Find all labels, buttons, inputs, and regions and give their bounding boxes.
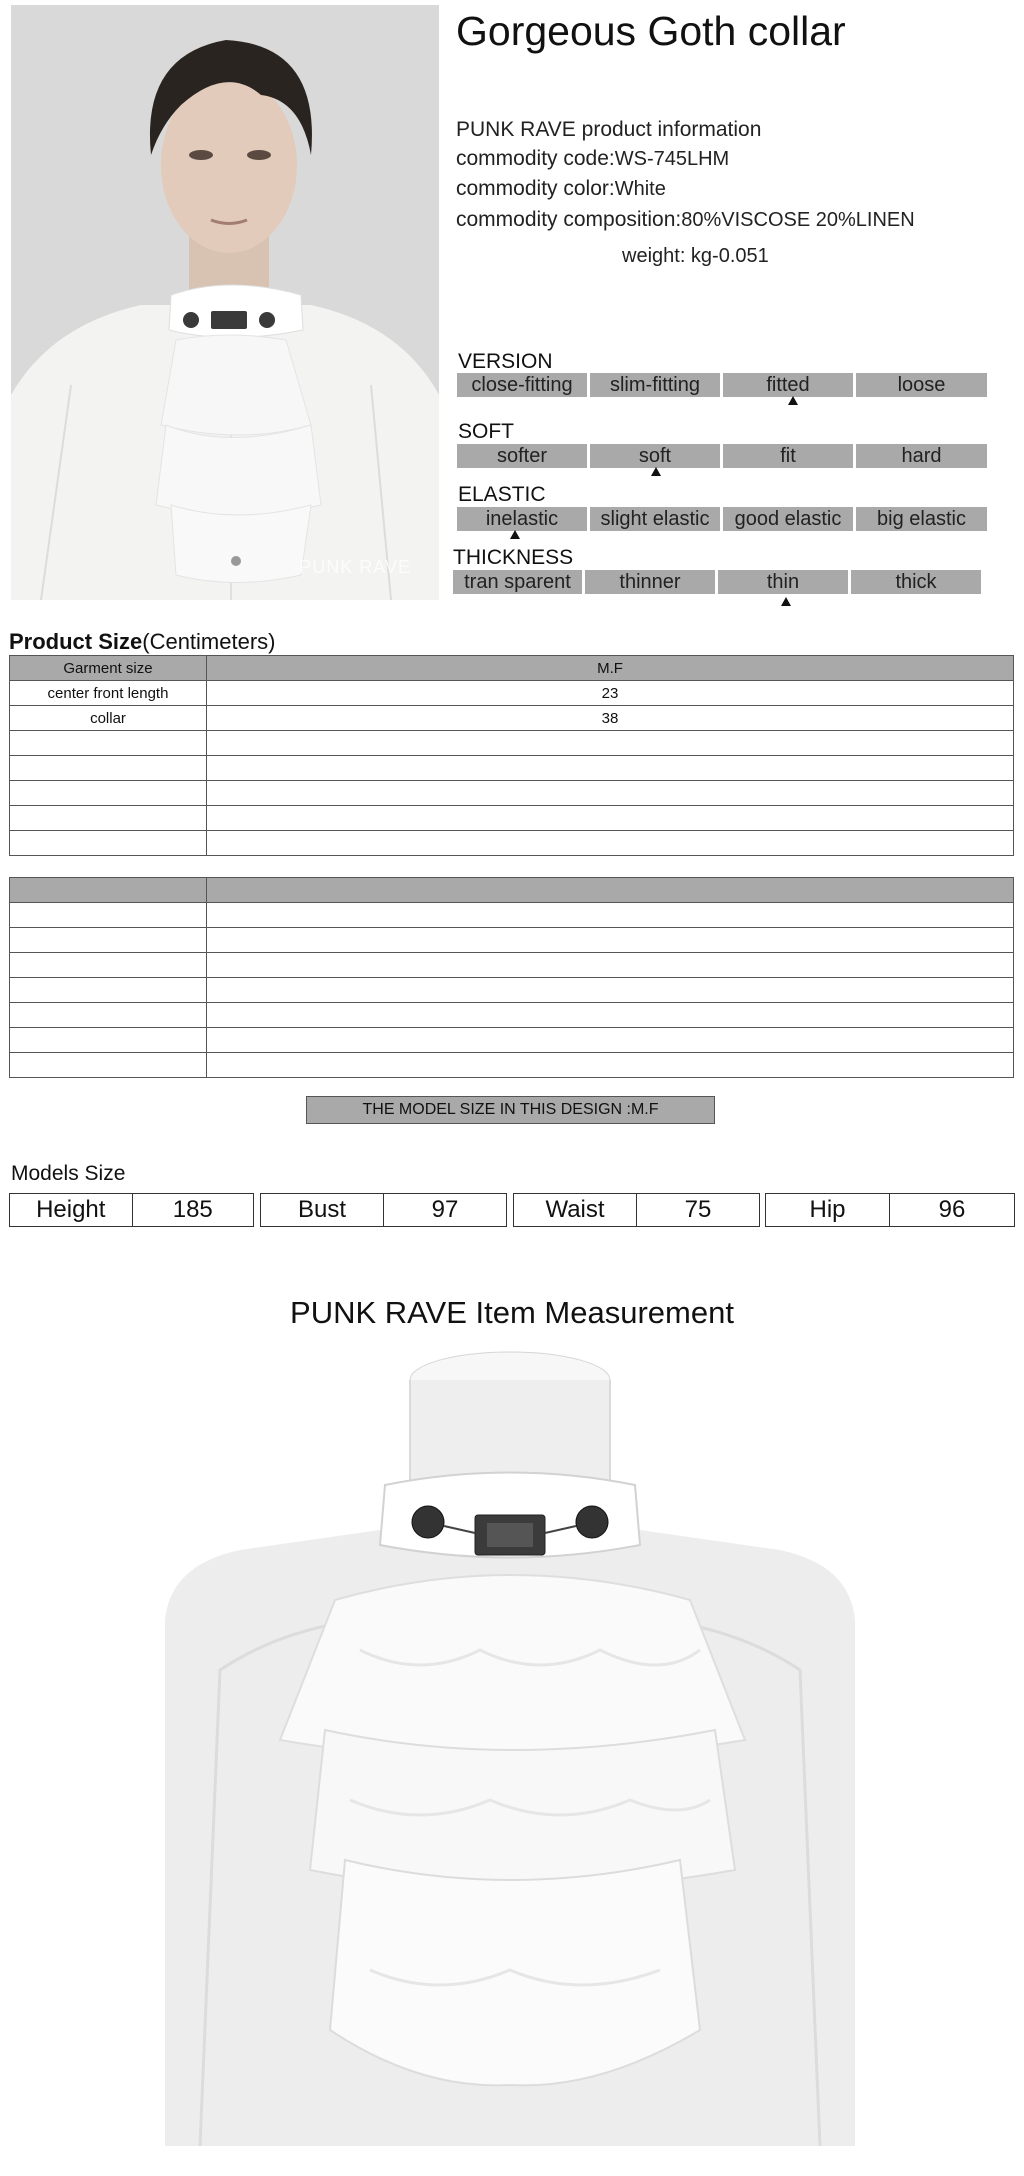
table-row — [10, 681, 1014, 706]
soft-option: hard — [856, 444, 987, 468]
code-value: WS-745LHM — [614, 148, 730, 170]
product-weight: weight: kg-0.051 — [622, 245, 769, 267]
header-cell: M.F — [207, 656, 1014, 681]
soft-option: fit — [723, 444, 853, 468]
info-heading: PUNK RAVE product information — [456, 118, 762, 141]
photo-watermark: PUNK RAVE — [299, 557, 411, 577]
attr-label-thickness: THICKNESS — [453, 546, 574, 569]
code-label: commodity code: — [456, 147, 615, 170]
soft-option: softer — [457, 444, 587, 468]
measure-value: 185 — [172, 1196, 213, 1223]
thickness-option: thick — [851, 570, 981, 594]
color-label: commodity color: — [456, 177, 615, 200]
selected-marker-icon — [788, 396, 798, 405]
measurement-title: PUNK RAVE Item Measurement — [290, 1295, 734, 1330]
measure-value: 97 — [431, 1196, 459, 1223]
version-option: slim-fitting — [590, 373, 720, 397]
elastic-option: slight elastic — [590, 507, 720, 531]
measure-label: Height — [10, 1194, 133, 1226]
measure-label: Hip — [766, 1194, 890, 1226]
row-value: 23 — [207, 681, 1014, 706]
secondary-size-table — [9, 877, 1014, 1078]
product-size-table — [9, 655, 1014, 856]
attr-label-elastic: ELASTIC — [458, 483, 546, 506]
product-size-unit: (Centimeters) — [142, 629, 276, 654]
product-title: Gorgeous Goth collar — [456, 8, 846, 54]
model-measure-height — [9, 1193, 254, 1227]
product-size-title — [9, 629, 276, 655]
table-row-empty — [10, 1003, 1014, 1028]
table-row-empty — [10, 831, 1014, 856]
commodity-composition — [456, 208, 915, 232]
table-row-empty — [10, 903, 1014, 928]
thickness-option: tran sparent — [453, 570, 582, 594]
elastic-option: big elastic — [856, 507, 987, 531]
commodity-color — [456, 177, 666, 201]
row-value: 38 — [207, 706, 1014, 731]
table-row-empty — [10, 731, 1014, 756]
table-row-empty — [10, 781, 1014, 806]
attr-label-version: VERSION — [458, 350, 553, 373]
thickness-option: thinner — [585, 570, 715, 594]
model-measure-bust — [260, 1193, 507, 1227]
table-header-row — [10, 656, 1014, 681]
table-row-empty — [10, 928, 1014, 953]
measure-label: Bust — [261, 1194, 384, 1226]
models-size-title: Models Size — [11, 1162, 126, 1185]
table-row-empty — [10, 806, 1014, 831]
table-row-empty — [10, 1028, 1014, 1053]
table-row-empty — [10, 953, 1014, 978]
version-option: close-fitting — [457, 373, 587, 397]
model-size-note: THE MODEL SIZE IN THIS DESIGN :M.F — [306, 1096, 715, 1124]
header-cell: Garment size — [10, 656, 207, 681]
row-label: center front length — [10, 681, 207, 706]
table-header-row — [10, 878, 1014, 903]
elastic-option: good elastic — [723, 507, 853, 531]
composition-label: commodity composition: — [456, 208, 682, 231]
model-measure-hip — [765, 1193, 1015, 1227]
table-row — [10, 706, 1014, 731]
model-photo — [11, 5, 439, 600]
selected-marker-icon — [781, 597, 791, 606]
measure-value: 96 — [938, 1196, 966, 1223]
color-value: White — [614, 178, 666, 200]
selected-marker-icon — [510, 530, 520, 539]
table-row-empty — [10, 1053, 1014, 1078]
commodity-code — [456, 147, 729, 171]
version-option: loose — [856, 373, 987, 397]
composition-value: 80%VISCOSE 20%LINEN — [681, 209, 915, 231]
attr-label-soft: SOFT — [458, 420, 514, 443]
table-row-empty — [10, 978, 1014, 1003]
version-option: fitted — [723, 373, 853, 397]
table-row-empty — [10, 756, 1014, 781]
row-label: collar — [10, 706, 207, 731]
mannequin-collar-photo — [160, 1350, 860, 2146]
selected-marker-icon — [651, 467, 661, 476]
measure-label: Waist — [514, 1194, 637, 1226]
product-size-heading: Product Size — [9, 629, 143, 654]
model-measure-waist — [513, 1193, 760, 1227]
measure-value: 75 — [684, 1196, 712, 1223]
soft-option: soft — [590, 444, 720, 468]
elastic-option: inelastic — [457, 507, 587, 531]
thickness-option: thin — [718, 570, 848, 594]
